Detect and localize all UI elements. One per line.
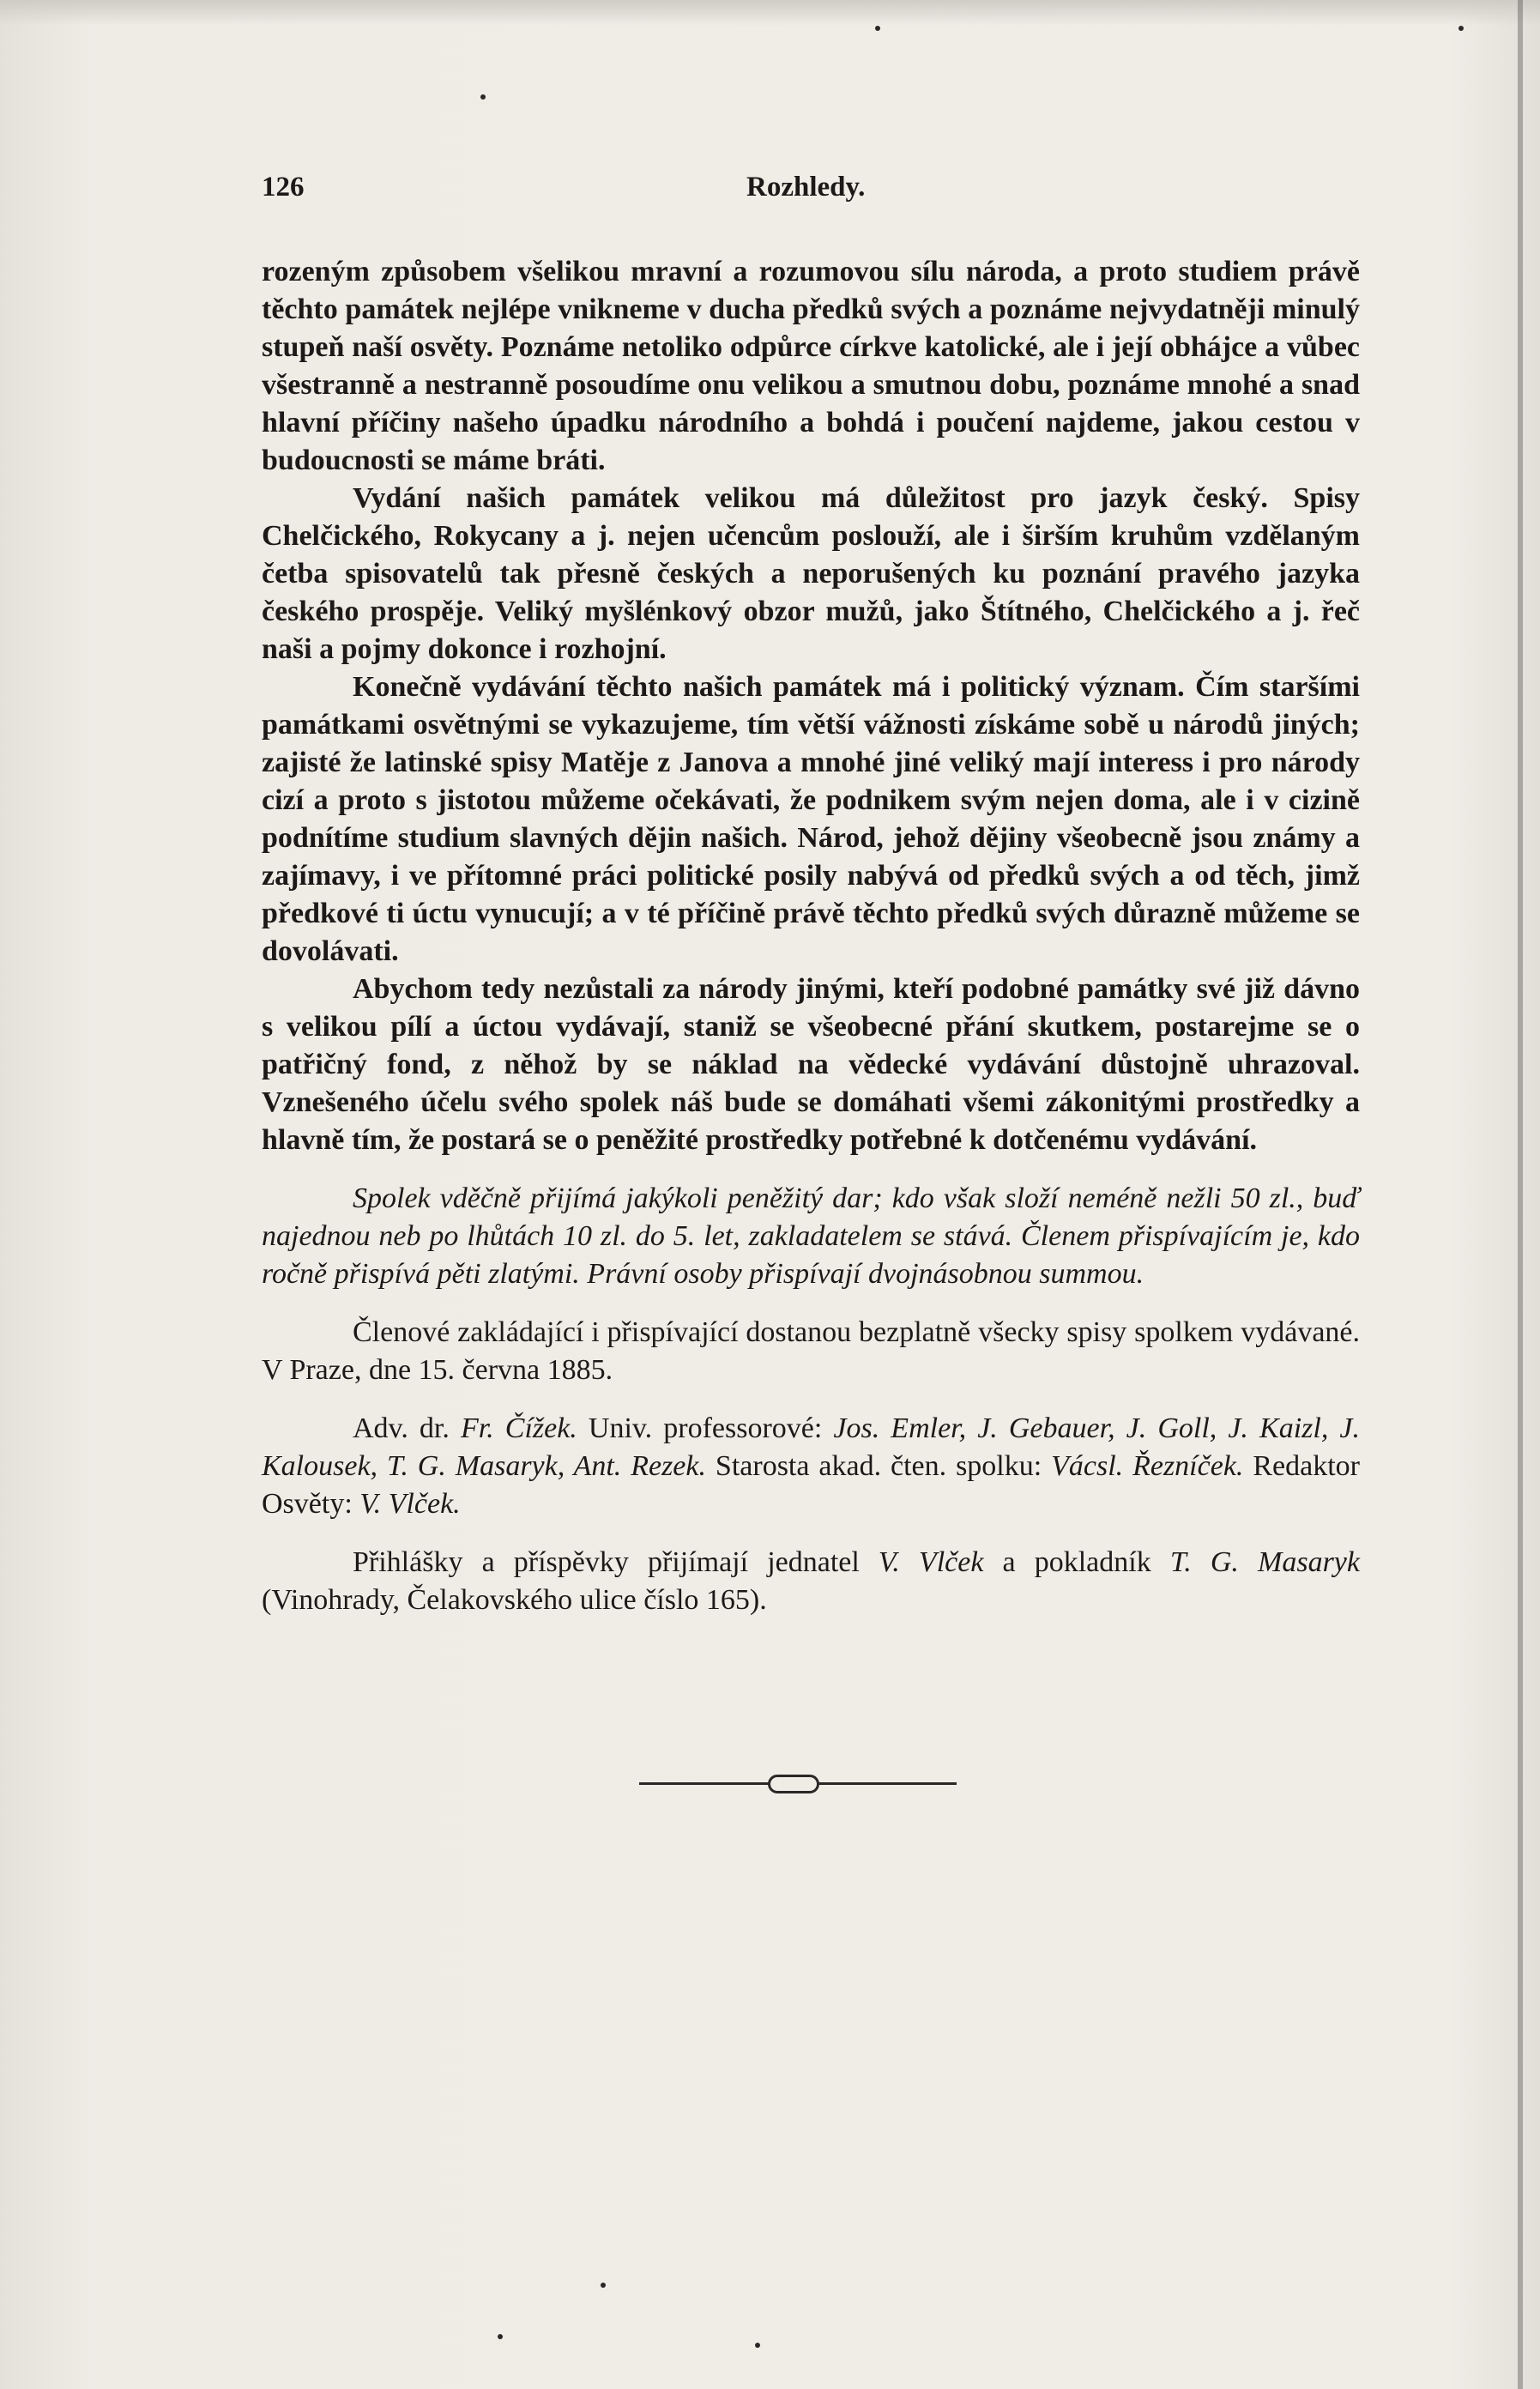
starosta-name: Vácsl. Řezníček.: [1051, 1450, 1253, 1482]
ornament-divider: [639, 1774, 957, 1799]
body-text: [262, 253, 1360, 1619]
page-right-edge: [1518, 0, 1523, 2389]
scan-speck: [755, 2343, 760, 2348]
scan-speck: [498, 2334, 503, 2339]
contact-note: [262, 1544, 1360, 1619]
page-top-shadow: [0, 0, 1540, 26]
scan-speck: [601, 2283, 606, 2288]
contact-secretary: V. Vlček: [878, 1546, 1003, 1578]
scan-speck: [480, 94, 486, 100]
contact-text-c: (Vinohrady, Čelakovského ulice číslo 165).: [262, 1584, 767, 1616]
contact-text-a: Přihlášky a příspěvky přijímají jednatel: [353, 1546, 879, 1578]
professors-names: Jos. Emler, J. Gebauer, J. Goll, J. Kaizl, J. Kalousek, T. G. Masaryk, Ant. Rezek.: [262, 1412, 1360, 1482]
ornament-knot-icon: [768, 1775, 819, 1793]
contact-text-b: a pokladník: [1002, 1546, 1170, 1578]
scan-speck: [875, 26, 880, 31]
donation-notice: Spolek vděčně přijímá jakýkoli peněžitý dar; kdo však složí neméně nežli 50 zl., buď najednou neb po lhůtách 10 zl. do 5. let, zakladatelem se stává. Členem přispívajícím je, kdo ročně přispívá pěti zlatými. Právní osoby přispívají dvojnásobnou summou.: [262, 1182, 1360, 1290]
editor-name: V. Vlček.: [359, 1488, 461, 1520]
paragraph-2: Vydání našich památek velikou má důležitost pro jazyk český. Spisy Chelčického, Rokycany a j. nejen učencům poslouží, ale i širším kruhům vzdělaným četba spisovatelů tak přesně českých a neporušených ku poznání pravého jazyka českého prospěje. Veliký myšlénkový obzor mužů, jako Štítného, Chelčického a j. řeč naši a pojmy dokonce i rozhojní.: [262, 482, 1360, 665]
running-head: [262, 172, 1351, 215]
scan-speck: [1458, 26, 1464, 31]
starosta-label: Starosta akad. čten. spolku:: [715, 1450, 1052, 1482]
paragraph-3: Konečně vydávání těchto našich památek má i politický význam. Čím staršími památkami osvětnými se vykazujeme, tím větší vážnosti získáme sobě u národů jiných; zajisté že latinské spisy Matěje z Janova a mnohé jiné veliký mají interess i pro národy cizí a proto s jistotou můžeme očekávati, že podnikem svým nejen doma, ale i v cizině podnítíme studium slavných dějin našich. Národ, jehož dějiny všeobecně jsou známy a zajímavy, i ve přítomné práci politické posily nabývá od předků svých a od těch, jimž předkové ti úctu vynucují; a v té příčině právě těchto předků svých důrazně můžeme se dovolávati.: [262, 671, 1360, 967]
signatories: [262, 1410, 1360, 1523]
professors-label: Univ. professorové:: [588, 1412, 834, 1444]
contact-treasurer: T. G. Masaryk: [1169, 1546, 1360, 1578]
paragraph-4: Abychom tedy nezůstali za národy jinými, kteří podobné památky své již dávno s velikou pílí a úctou vydávají, staniž se všeobecné přání skutkem, postarejme se o patřičný fond, z něhož by se náklad na vědecké vydávání důstojně uhrazoval. Vznešeného účelu svého spolek náš bude se domáhati všemi zákonitými prostředky a hlavně tím, že postará se o peněžité prostředky potřebné k dotčenému vydávání.: [262, 973, 1360, 1156]
page-number: 126: [262, 172, 305, 203]
editor-label: Redaktor Osvěty:: [262, 1450, 1360, 1520]
signatory-lead: Adv. dr.: [353, 1412, 461, 1444]
paragraph-1: rozeným způsobem všelikou mravní a rozumovou sílu národa, a proto studiem právě těchto památek nejlépe vnikneme v ducha předků svých a poznáme nejvydatněji minulý stupeň naší osvěty. Poznáme netoliko odpůrce církve katolické, ale i její obhájce a vůbec všestranně a nestranně posoudíme onu velikou a smutnou dobu, poznáme mnohé a snad hlavní příčiny našeho úpadku národního a bohdá i poučení najdeme, jakou cestou v budoucnosti se máme bráti.: [262, 256, 1360, 476]
signatory-chair: Fr. Čížek.: [460, 1412, 589, 1444]
running-title: Rozhledy.: [746, 172, 866, 203]
members-note: Členové zakládající i přispívající dostanou bezplatně všecky spisy spolkem vydávané. V Praze, dne 15. června 1885.: [262, 1316, 1360, 1386]
